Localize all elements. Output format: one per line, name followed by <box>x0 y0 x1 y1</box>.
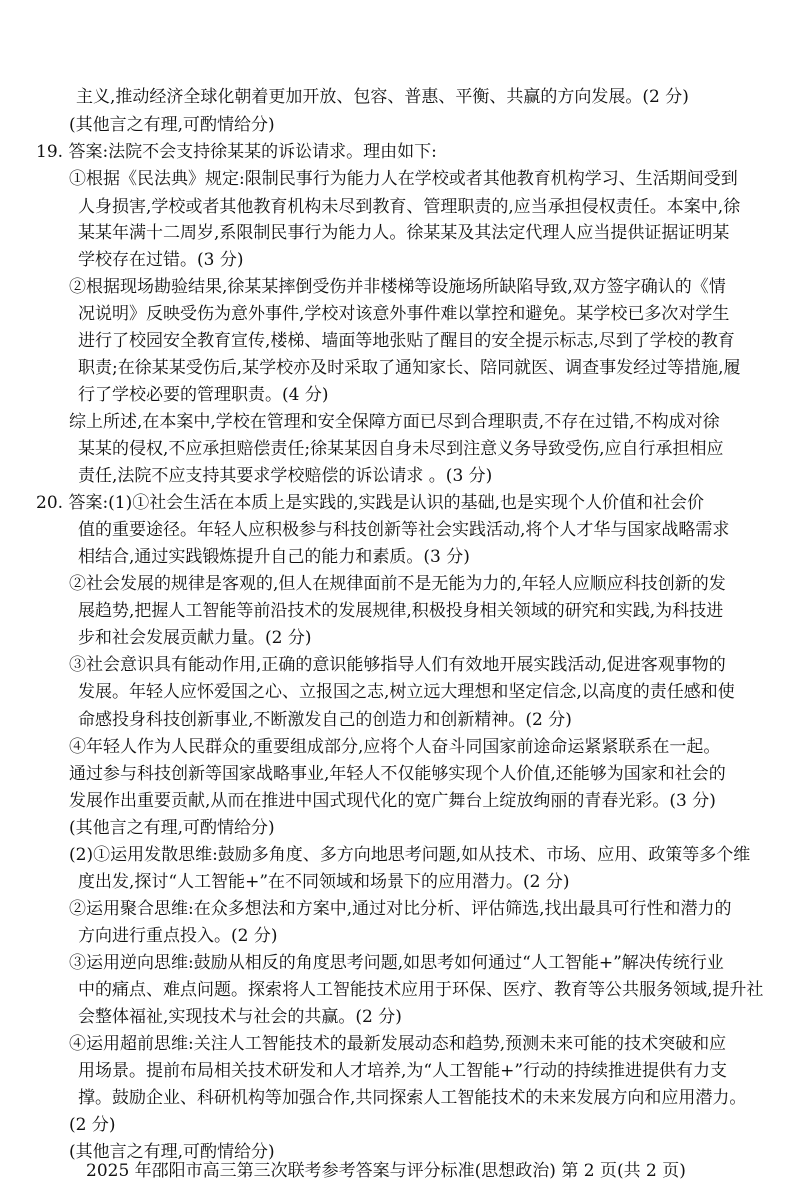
text-line: (2)①运用发散思维:鼓励多角度、多方向地思考问题,如从技术、市场、应用、政策等多个维 <box>69 845 751 865</box>
text-line: 展趋势,把握人工智能等前沿技术的发展规律,积极投身相关领域的研究和实践,为科技进 <box>78 601 724 621</box>
text-line: 发展。年轻人应怀爱国之心、立报国之志,树立远大理想和坚定信念,以高度的责任感和使 <box>78 682 735 702</box>
page-footer: 2025 年邵阳市高三第三次联考参考答案与评分标准(思想政治) 第 2 页(共 2 页) <box>86 1161 686 1181</box>
text-line: (其他言之有理,可酌情给分) <box>69 115 275 135</box>
text-line: 责任,法院不应支持其要求学校赔偿的诉讼请求 。(3 分) <box>78 466 493 486</box>
text-line: 人身损害,学校或者其他教育机构未尽到教育、管理职责的,应当承担侵权责任。本案中,徐 <box>78 197 741 217</box>
text-line: 进行了校园安全教育宣传,楼梯、墙面等地张贴了醒目的安全提示标志,尽到了学校的教育 <box>78 331 735 351</box>
text-line: ③运用逆向思维:鼓励从相反的角度思考问题,如思考如何通过“人工智能+”解决传统行业 <box>69 953 724 973</box>
text-line: 会整体福祉,实现技术与社会的共赢。(2 分) <box>78 1007 402 1027</box>
text-line: 行了学校必要的管理职责。(4 分) <box>78 385 329 405</box>
question-19-answer-heading: 19. 答案:法院不会支持徐某某的诉讼请求。理由如下: <box>36 142 437 162</box>
text-line: 值的重要途径。年轻人应积极参与科技创新等社会实践活动,将个人才华与国家战略需求 <box>78 520 730 540</box>
text-line: 通过参与科技创新等国家战略事业,年轻人不仅能够实现个人价值,还能够为国家和社会的 <box>69 764 726 784</box>
text-line: ③社会意识具有能动作用,正确的意识能够指导人们有效地开展实践活动,促进客观事物的 <box>69 655 726 675</box>
text-line: 某某的侵权,不应承担赔偿责任;徐某某因自身未尽到注意义务导致受伤,应自行承担相应 <box>78 439 724 459</box>
text-line: 学校存在过错。(3 分) <box>78 250 244 270</box>
text-line: 相结合,通过实践锻炼提升自己的能力和素质。(3 分) <box>78 547 470 567</box>
text-line: (2 分) <box>69 1115 116 1135</box>
question-20-answer-heading: 20. 答案:(1)①社会生活在本质上是实践的,实践是认识的基础,也是实现个人价值和社会价 <box>36 493 705 513</box>
text-line: 综上所述,在本案中,学校在管理和安全保障方面已尽到合理职责,不存在过错,不构成对徐 <box>69 412 720 432</box>
text-line: 主义,推动经济全球化朝着更加开放、包容、普惠、平衡、共赢的方向发展。(2 分) <box>76 87 689 107</box>
text-line: ②运用聚合思维:在众多想法和方案中,通过对比分析、评估筛选,找出最具可行性和潜力的 <box>69 899 732 919</box>
text-line: 职责;在徐某某受伤后,某学校亦及时采取了通知家长、陪同就医、调查事发经过等措施,履 <box>78 358 741 378</box>
text-line: 命感投身科技创新事业,不断激发自己的创造力和创新精神。(2 分) <box>78 710 572 730</box>
text-line: 况说明》反映受伤为意外事件,学校对该意外事件难以掌控和避免。某学校已多次对学生 <box>78 304 730 324</box>
text-line: 某某年满十二周岁,系限制民事行为能力人。徐某某及其法定代理人应当提供证据证明某 <box>78 223 730 243</box>
text-line: ①根据《民法典》规定:限制民事行为能力人在学校或者其他教育机构学习、生活期间受到 <box>69 169 738 189</box>
text-line: 用场景。提前布局相关技术研发和人才培养,为“人工智能+”行动的持续推进提供有力支 <box>78 1061 728 1081</box>
text-line: (其他言之有理,可酌情给分) <box>69 818 275 838</box>
text-line: ②社会发展的规律是客观的,但人在规律面前不是无能为力的,年轻人应顺应科技创新的发 <box>69 574 726 594</box>
text-line: ②根据现场勘验结果,徐某某摔倒受伤并非楼梯等设施场所缺陷导致,双方签字确认的《情 <box>69 277 726 297</box>
text-line: 方向进行重点投入。(2 分) <box>78 926 278 946</box>
text-line: 度出发,探讨“人工智能+”在不同领域和场景下的应用潜力。(2 分) <box>78 872 570 892</box>
text-line: 发展作出重要贡献,从而在推进中国式现代化的宽广舞台上绽放绚丽的青春光彩。(3 分) <box>69 791 716 811</box>
text-line: ④年轻人作为人民群众的重要组成部分,应将个人奋斗同国家前途命运紧紧联系在一起。 <box>69 737 721 757</box>
text-line: ④运用超前思维:关注人工智能技术的最新发展动态和趋势,预测未来可能的技术突破和应 <box>69 1034 727 1054</box>
text-line: 步和社会发展贡献力量。(2 分) <box>78 628 312 648</box>
text-line: (其他言之有理,可酌情给分) <box>69 1142 275 1162</box>
text-line: 中的痛点、难点问题。探索将人工智能技术应用于环保、医疗、教育等公共服务领域,提升社 <box>78 980 764 1000</box>
text-line: 撑。鼓励企业、科研机构等加强合作,共同探索人工智能技术的未来发展方向和应用潜力。 <box>78 1088 747 1108</box>
